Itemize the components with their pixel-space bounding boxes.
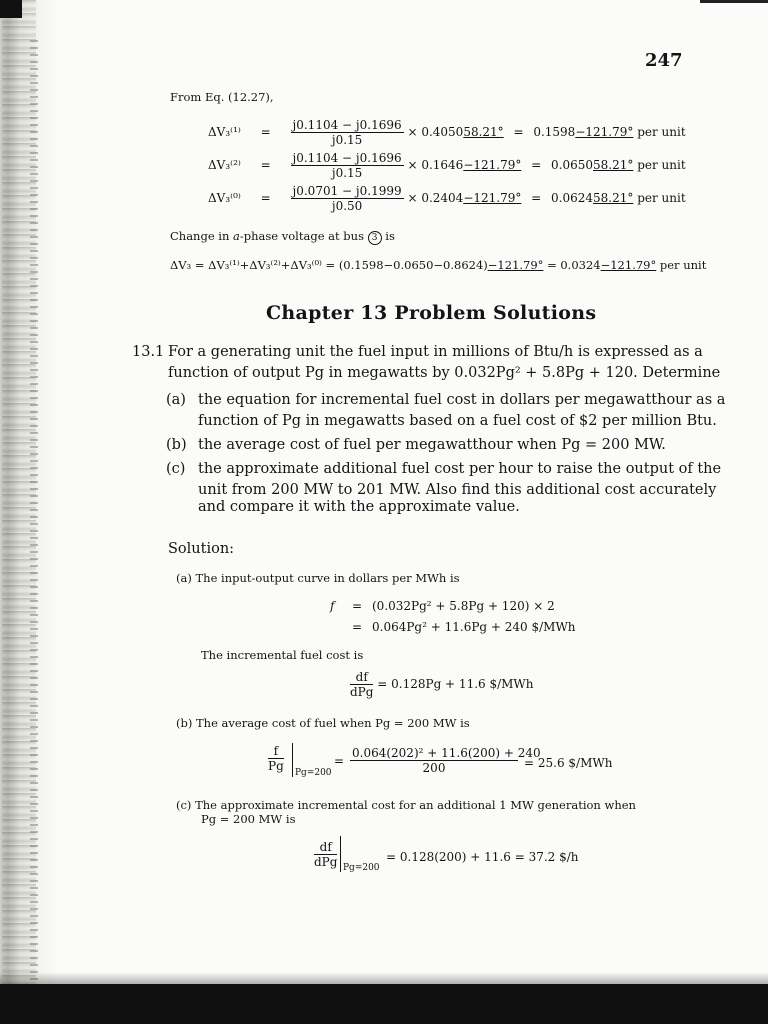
result-angle: 58.21°: [593, 191, 634, 205]
row-lhs: ΔV₃⁽²⁾: [208, 158, 241, 172]
top-rule: [700, 0, 768, 3]
f-symbol: f: [330, 599, 335, 613]
sum-angle-2: −121.79°: [600, 258, 657, 272]
solution-c-intro-2: Pg = 200 MW is: [201, 812, 296, 826]
fraction-numerator: j0.1104 − j0.1696: [292, 118, 402, 132]
angle: 58.21°: [463, 125, 504, 139]
solution-c-intro-1: [176, 798, 636, 812]
part-c-label: (c): [166, 461, 186, 477]
delta-v-row-1: [208, 118, 686, 147]
part-label: (c): [176, 798, 192, 812]
bottom-scan-border: [0, 984, 768, 1024]
unit: per unit: [637, 158, 686, 172]
fraction: [291, 184, 404, 213]
solution-label: Solution:: [168, 541, 235, 557]
result-angle: −121.79°: [575, 125, 634, 139]
f-eq1-rhs: (0.032Pg² + 5.8Pg + 120) × 2: [372, 599, 555, 613]
chapter-heading: Chapter 13 Problem Solutions: [266, 302, 597, 324]
equals-sign: =: [513, 125, 524, 139]
fraction-denominator: dPg: [314, 855, 338, 869]
row-lhs: ΔV₃⁽⁰⁾: [208, 191, 241, 205]
sum-unit: per unit: [656, 258, 707, 272]
binding-edge: [30, 40, 38, 990]
part-b-line-1: the average cost of fuel per megawatthour when Pg = 200 MW.: [198, 437, 666, 453]
multiplier: × 0.1646: [407, 158, 464, 172]
average-fraction: [350, 746, 541, 775]
part-a-label: (a): [166, 392, 186, 408]
fraction-numerator: 0.064(202)² + 11.6(200) + 240: [352, 746, 541, 760]
result-angle: 58.21°: [593, 158, 634, 172]
fraction: [291, 151, 404, 180]
part-b-label: (b): [166, 437, 187, 453]
average-result: = 25.6 $/MWh: [524, 756, 613, 770]
row-lhs: ΔV₃⁽¹⁾: [208, 125, 241, 139]
intro-text: The average cost of fuel when Pg = 200 MW is: [196, 716, 470, 730]
solution-b-intro: [176, 716, 470, 730]
angle: −121.79°: [463, 191, 522, 205]
fraction-denominator: Pg: [268, 759, 284, 773]
text-part: Change in: [170, 229, 234, 243]
fraction-numerator: j0.0701 − j0.1999: [292, 184, 402, 198]
result-magnitude: 0.0624: [551, 191, 594, 205]
f-eq-lhs: [330, 599, 334, 613]
fraction-denominator: j0.50: [331, 199, 363, 213]
average-subscript: Pg=200: [295, 768, 332, 778]
fraction-numerator: df: [314, 840, 337, 855]
derivative-fraction: [314, 840, 337, 869]
result-magnitude: 0.1598: [533, 125, 576, 139]
derivative-fraction: [350, 670, 373, 699]
change-in-voltage-text: [170, 229, 395, 245]
text-part: is: [381, 229, 395, 243]
incremental-rhs: = 0.128Pg + 11.6 $/MWh: [377, 677, 534, 691]
delta-v-row-2: [208, 151, 686, 180]
fraction-denominator: j0.15: [331, 133, 363, 147]
bus-number-circle: 3: [368, 231, 382, 245]
evaluation-bar: [340, 836, 341, 872]
evaluation-bar: [292, 743, 293, 777]
from-eq-text: From Eq. (12.27),: [170, 90, 274, 104]
intro-text: The approximate incremental cost for an additional 1 MW generation when: [195, 798, 636, 812]
fraction-denominator: j0.15: [331, 166, 363, 180]
average-equation: [268, 744, 288, 773]
equals-sign: =: [531, 191, 542, 205]
part-a-line-1: the equation for incremental fuel cost in dollars per megawatthour as a: [198, 392, 726, 408]
problem-line-2: function of output Pg in megawatts by 0.032Pg² + 5.8Pg + 120. Determine: [168, 365, 721, 381]
fraction-numerator: j0.1104 − j0.1696: [292, 151, 402, 165]
equals-sign: =: [260, 191, 271, 205]
sum-result: = 0.0324: [543, 258, 601, 272]
delta-v-row-3: [208, 184, 686, 213]
fraction-numerator: f: [268, 744, 284, 759]
multiplier: × 0.2404: [407, 191, 464, 205]
multiplier: × 0.4050: [407, 125, 464, 139]
equals-sign: =: [260, 125, 271, 139]
c-equation-lhs: [314, 840, 337, 869]
f-eq2-rhs: 0.064Pg² + 11.6Pg + 240 $/MWh: [372, 620, 576, 634]
part-a-line-2: function of Pg in megawatts based on a fuel cost of $2 per million Btu.: [198, 413, 717, 429]
text-part: -phase voltage at bus: [239, 229, 368, 243]
intro-text: The input-output curve in dollars per MWh is: [195, 571, 460, 585]
c-subscript: Pg=200: [343, 863, 380, 873]
unit: per unit: [637, 125, 686, 139]
fraction-denominator: dPg: [350, 685, 374, 699]
part-c-line-2: unit from 200 MW to 201 MW. Also find this additional cost accurately: [198, 482, 717, 498]
sum-equation: [170, 258, 706, 272]
average-lhs-fraction: [268, 744, 284, 773]
sum-angle: −121.79°: [487, 258, 544, 272]
average-rhs-fraction: [350, 746, 541, 775]
c-equation-rhs: = 0.128(200) + 11.6 = 37.2 $/h: [386, 850, 579, 864]
part-label: (a): [176, 571, 192, 585]
average-equals: =: [334, 754, 345, 768]
sum-expression: ΔV₃ = ΔV₃⁽¹⁾+ΔV₃⁽²⁾+ΔV₃⁽⁰⁾ = (0.1598−0.0650−0.8624): [170, 258, 488, 272]
fraction-numerator: df: [350, 670, 373, 685]
scan-corner: [0, 0, 22, 18]
angle: −121.79°: [463, 158, 522, 172]
solution-a-intro: [176, 571, 460, 585]
equals-sign: =: [260, 158, 271, 172]
f-eq1-equals: =: [352, 599, 363, 613]
fraction-denominator: 200: [422, 761, 446, 775]
incremental-label: The incremental fuel cost is: [201, 648, 364, 662]
part-c-line-3: and compare it with the approximate value.: [198, 499, 520, 515]
unit: per unit: [637, 191, 686, 205]
f-eq2-equals: =: [352, 620, 363, 634]
incremental-equation: [350, 670, 534, 699]
page-number: 247: [645, 50, 683, 71]
problem-number: 13.1: [132, 344, 165, 360]
result-magnitude: 0.0650: [551, 158, 594, 172]
problem-line-1: For a generating unit the fuel input in millions of Btu/h is expressed as a: [168, 344, 703, 360]
part-label: (b): [176, 716, 193, 730]
part-c-line-1: the approximate additional fuel cost per hour to raise the output of the: [198, 461, 722, 477]
phase-letter: a: [233, 229, 240, 243]
equals-sign: =: [531, 158, 542, 172]
fraction: [291, 118, 404, 147]
